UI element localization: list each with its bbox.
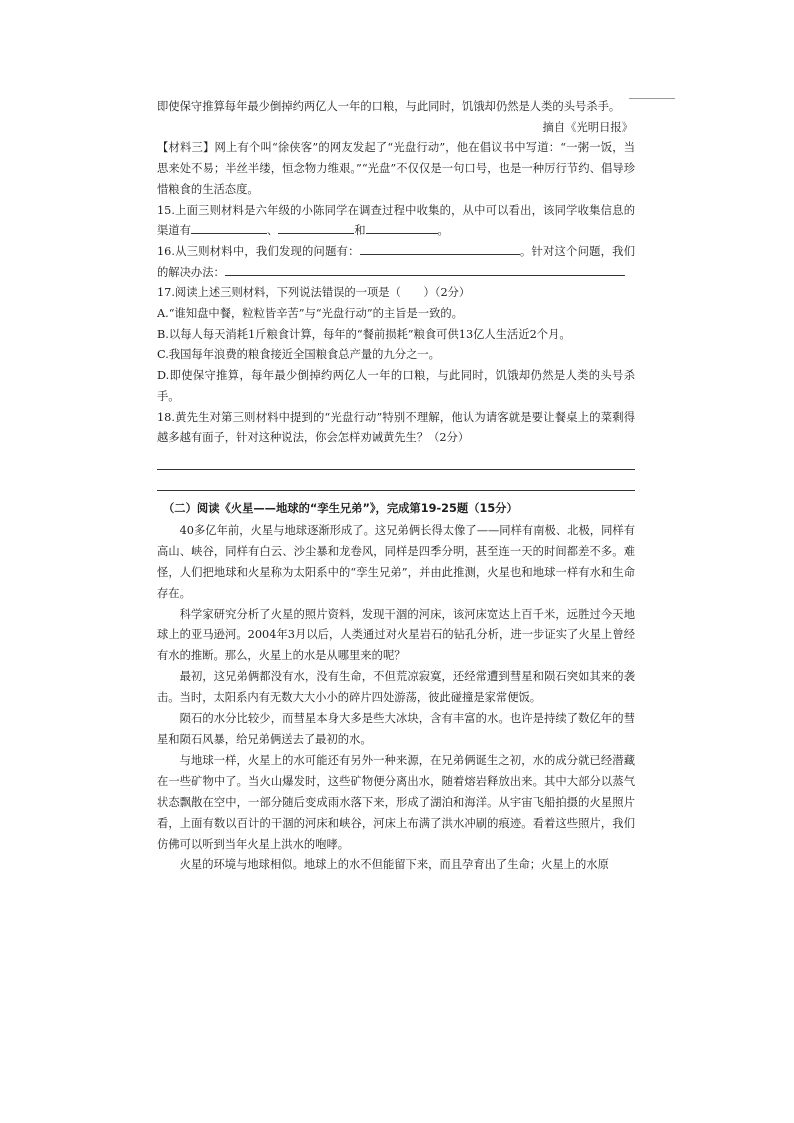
question-15-sep2: 和: [354, 224, 366, 238]
question-18: 18.黄先生对第三则材料中提到的“光盘行动”特别不理解，他认为请客就是要让餐桌上的菜剩得越多越有面子，针对这种说法，你会怎样劝诫黄先生？（2分）: [157, 410, 635, 445]
question-16-mid: 。针对这个问题，我们的解决办法：: [157, 244, 635, 279]
question-16: [157, 242, 635, 283]
answer-blank-15b[interactable]: [278, 221, 354, 234]
question-15: [157, 201, 635, 242]
question-17-option-b: B.以每人每天消耗1斤粮食计算，每年的“餐前损耗”粮食可供13亿人生活近2个月。: [157, 327, 571, 341]
passage-paragraph: 科学家研究分析了火星的照片资料，发现干涸的河床，该河床宽达上百千米，远胜过今天地球上的亚马逊河。2004年3月以后，人类通过对火星岩石的钻孔分析，进一步证实了火星上曾经有水的推断。那么，火星上的水是从哪里来的呢？: [157, 607, 635, 663]
question-15-text: 15.上面三则材料是六年级的小陈同学在调查过程中收集的，从中可以看出，该同学收集信息的渠道有: [157, 203, 635, 238]
section-2-title: （二）阅读《火星——地球的“孪生兄弟”》，完成第19-25题（15分）: [163, 501, 518, 515]
passage-paragraph: 陨石的水分比较少，而彗星本身大多是些大冰块，含有丰富的水。也许是持续了数亿年的彗星和陨石风暴，给兄弟俩送去了最初的水。: [157, 712, 635, 747]
passage-paragraph: 最初，这兄弟俩都没有水，没有生命，不但荒凉寂寞，还经常遭到彗星和陨石突如其来的袭击。当时，太阳系内有无数大大小小的碎片四处游荡，彼此碰撞是家常便饭。: [157, 670, 635, 705]
document-page: [157, 97, 635, 876]
material2-last-line: 即使保守推算每年最少倒掉约两亿人一年的口粮，与此同时，饥饿却仍然是人类的头号杀手。: [157, 100, 621, 113]
answer-line-18a[interactable]: [157, 449, 635, 470]
question-16-text: 16.从三则材料中，我们发现的问题有：: [157, 244, 360, 258]
question-15-sep1: 、: [266, 224, 279, 238]
question-17-option-d: D.即使保守推算，每年最少倒掉约两亿人一年的口粮，与此同时，饥饿却仍然是人类的头号杀手。: [157, 369, 635, 403]
answer-blank-16b[interactable]: [225, 263, 625, 276]
material3-paragraph: 【材料三】网上有个叫“徐侠客”的网友发起了“光盘行动”，他在倡议书中写道：“一粥一饭，当思来处不易；半丝半缕，恒念物力维艰。”“光盘”不仅仅是一句口号，也是一种厉行节约、倡导珍惜粮食的生活态度。: [157, 141, 635, 196]
passage-paragraph: 40多亿年前，火星与地球逐渐形成了。这兄弟俩长得太像了——同样有南极、北极，同样有高山、峡谷，同样有白云、沙尘暴和龙卷风，同样是四季分明，甚至连一天的时间都差不多。难怪，人们把地球和火星称为太阳系中的“孪生兄弟”，并由此推测，火星也和地球一样有水和生命存在。: [157, 523, 635, 600]
question-15-end: 。: [437, 224, 449, 238]
question-17-stem: 17.阅读上述三则材料，下列说法错误的一项是（ ）（2分）: [157, 286, 471, 300]
source-citation: 摘自《光明日报》: [542, 120, 633, 134]
answer-line-18b[interactable]: [157, 470, 635, 491]
header-rule: [629, 98, 675, 99]
answer-blank-16a[interactable]: [360, 242, 520, 255]
question-17-option-a: A.“谁知盘中餐，粒粒皆辛苦”与“光盘行动”的主旨是一致的。: [157, 307, 463, 321]
question-17-option-c: C.我国每年浪费的粮食接近全国粮食总产量的九分之一。: [157, 348, 440, 362]
answer-blank-15a[interactable]: [191, 221, 267, 234]
passage-paragraph: 火星的环境与地球相似。地球上的水不但能留下来，而且孕育出了生命；火星上的水原: [179, 858, 609, 872]
answer-blank-15c[interactable]: [366, 221, 438, 234]
passage-body: [157, 521, 635, 876]
passage-paragraph: 与地球一样，火星上的水可能还有另外一种来源，在兄弟俩诞生之初，水的成分就已经潜藏在一些矿物中了。当火山爆发时，这些矿物便分离出水，随着熔岩释放出来。其中大部分以蒸气状态飘散在空中，一部分随后变成雨水落下来，形成了湖泊和海洋。从宇宙飞船拍摄的火星照片看，上面有数以百计的干涸的河床和峡谷，河床上布满了洪水冲刷的痕迹。看着这些照片，我们仿佛可以听到当年火星上洪水的咆哮。: [157, 753, 635, 851]
